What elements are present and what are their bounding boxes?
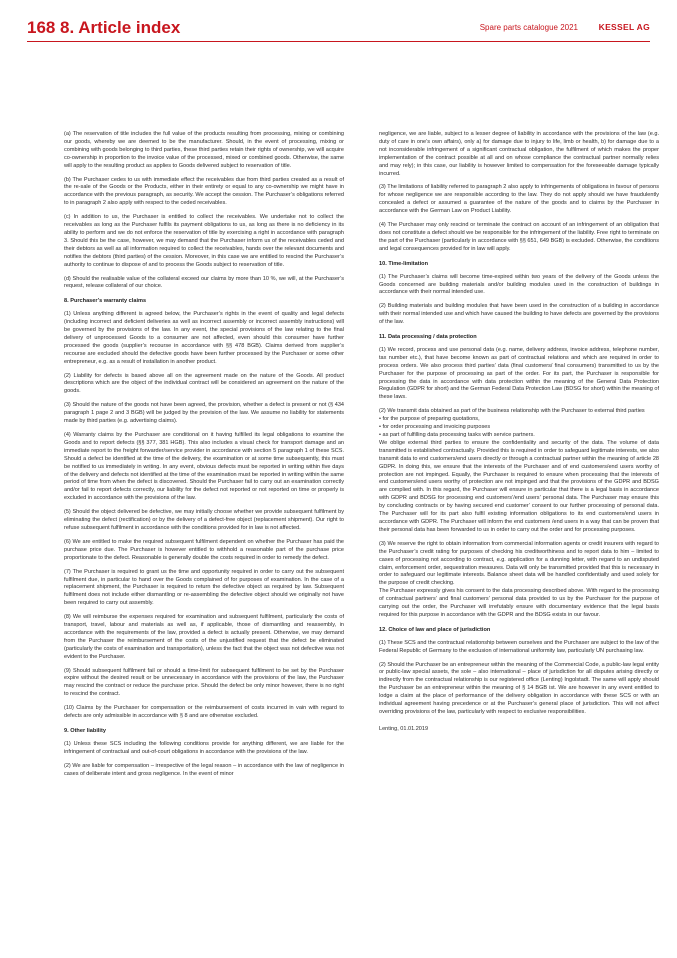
text-paragraph: (a) The reservation of title includes the full value of the products resulting from processing, mixing or combining our goods, whereby we are deemed to be the manufacturer. Should, in the event of processing, mixing or combining with goods belonging to third parties, these third parties retain their rights of ownership, we will acquire co-ownership in proportion to the invoice value of the processed, mixed or combined goods. Otherwise, the same will apply to the resulting product as applies to Goods delivered subject to reservation of title. — [64, 131, 344, 169]
section-heading: 9. Other liability — [64, 728, 106, 734]
text-paragraph: (1) The Purchaser’s claims will become time-expired within two years of the delivery of the Goods unless the Goods concerned are building materials and/or building modules used in the construction of buildings in accordance with their normal intended use. — [379, 273, 659, 296]
brand-name: KESSEL AG — [598, 22, 650, 32]
left-text-column — [64, 131, 344, 785]
text-paragraph: (10) Claims by the Purchaser for compensation or the reimbursement of costs incurred in vain with regard to defects are only admissible in accordance with § 8 and are otherwise excluded. — [64, 705, 344, 720]
text-paragraph: (2) Building materials and building modules that have been used in the construction of a building in accordance with their normal intended use and which have caused the building to have defects are governed by the provisions of the law. — [379, 303, 659, 326]
text-paragraph: (4) Warranty claims by the Purchaser are conditional on it having fulfilled its legal obligations to examine the Goods and to report defects (§§ 377, 381 HGB). This also includes a visual check for transport damage and an immediate report to the freight forwarder/service provider in accordance with section 5 paragraph 1 of these SCS. Should a defect be identified at the time of the delivery, the examination or at some time subsequently, this must be notified to us immediately in writing. In any event, obvious defects must be reported in writing within five days of the delivery and defects not identified at the time of the examination must be reported in writing within the same period of time from when the defect is discovered. Should the Purchaser fail to carry out an examination correctly and/or fail to report defects correctly, our liability for the defect not reported or not reported on time or properly is excluded in accordance with the provisions of the law. — [64, 432, 344, 502]
signature-date: Lenting, 01.01.2019 — [379, 725, 429, 732]
text-paragraph: (1) These SCS and the contractual relationship between ourselves and the Purchaser are subject to the law of the Federal Republic of Germany to the exclusion of international uniformity law, particularly UN purchasing law. — [379, 639, 659, 654]
section-title: 8. Article index — [60, 18, 181, 37]
text-paragraph: (9) Should subsequent fulfilment fail or should a time-limit for subsequent fulfilment to be set by the Purchaser expire without the desired result or be unnecessary in accordance with the provisions of the law, the Purchaser may rescind the contract or reduce the purchase price. Should the defect be only minor however, there is no right to rescind the contract. — [64, 667, 344, 698]
text-paragraph: (c) In addition to us, the Purchaser is entitled to collect the receivables. We undertake not to collect the receivables as long as the Purchaser fulfils its payment obligations to us, as long as there is no deficiency in its ability to perform and we do not enforce the reservation of title by exercising a right in accordance with paragraph 3. Should this be the case, however, we may demand that the Purchaser inform us of the receivables ceded and their debtors as well as all information required to collect the receivables, hands over the relevant documents and notifies the debtors (third parties) of the cession. Moreover, in this case we are entitled to rescind the Purchaser’s authority to continue to dispose of and to process the Goods subject to reservation of title. — [64, 214, 344, 268]
text-paragraph: (b) The Purchaser cedes to us with immediate effect the receivables due from third parties created as a result of the re-sale of the Goods or the Products, either in their entirety or equal to any co-ownership we might have in accordance with the previous paragraph, as security. We accept the cession. The Purchaser’s obligations referred to in paragraph 2 also apply with respect to the ceded receivables. — [64, 176, 344, 207]
text-paragraph: (1) Unless anything different is agreed below, the Purchaser’s rights in the event of quality and legal defects (including incorrect and deficient deliveries as well as incorrect assembly or incorrect assembly instructions) will be governed by the provisions of the law. In any event, the special provisions of the law relating to the final delivery of unprocessed Goods to a consumer are not affected, even should this consumer have further processed the goods (supplier’s recourse in accordance with §§ 478 BGB). Claims derived from supplier’s recourse are excluded should the defective goods have been further processed by the Purchaser or some other entrepreneur, e.g. as a result of installation in another product. — [64, 311, 344, 365]
text-paragraph: (d) Should the realisable value of the collateral exceed our claims by more than 10 %, we will, at the Purchaser’s request, release collateral of our choice. — [64, 275, 344, 290]
text-paragraph: (3) The limitations of liability referred to paragraph 2 also apply to infringements of obligations in favour of persons for whose negligence we are responsible according to the law. They do not apply should we have fraudulently concealed a defect or assumed a guarantee of the nature of the goods and to claims by the Purchaser in accordance with the German Law on Product Liability. — [379, 184, 659, 215]
text-paragraph: negligence, we are liable, subject to a lesser degree of liability in accordance with the provisions of the law (e.g. duty of care in one’s own affairs), only a) for damage due to injury to life, limb or health, b) for damage due to a not inconsiderable infringement of a significant contractual obligation, the fulfilment of which makes the proper implementation of the contract possible at all and on whose compliance the contractual partner normally relies and may rely); in this case, our liability is however limited to compensation for the foreseeable damage typically incurred. — [379, 131, 659, 177]
section-heading: 12. Choice of law and place of jurisdiction — [379, 626, 491, 633]
text-paragraph: (3) Should the nature of the goods not have been agreed, the provision, whether a defect is present or not (§ 434 paragraph 1 page 2 and 3 BGB) will be judged by the provision of the law. We assume no liability for statements made by third parties (e.g. advertising claims). — [64, 402, 344, 425]
text-paragraph: (3) We reserve the right to obtain information from commercial information agents or credit insurers with regard to the Purchaser’s credit rating for purposes of checking his creditworthiness and to report data to him – limited to cases of processing not according to contract, e.g. application for a dunning letter, with regard to an undisputed claim, enforcement order, sequestration measures. Data will only be transmitted provided that this is necessary in order to safeguard our legitimate interests. Balance sheet data will be handled confidentially and used solely for the purpose of credit checking. The Purchaser expressly gives his consent to the data processing described above. With regard to the processing of contractual partners’ and final customers’ personal data provided to us by the Purchaser for the purpose of carrying out the order, the Purchaser will irrefutably ensure with documentary evidence that the legal basis required for this purpose in accordance with the GDPR and the BDSG exists in our favour. — [379, 540, 659, 618]
text-paragraph: (2) We transmit data obtained as part of the business relationship with the Purchaser to external third parties • for the purpose of preparing quotations, • for order processing and invoicing purposes • as part of fulfilling data processing tasks with service partners. We oblige external third parties to ensure the confidentiality and security of the data. The volume of data transmitted is established contractually. Provided this is required in order to safeguard legitimate interests, we also transmit data to end customers/end users directly or through a contractual partner within the meaning of article 28 GDPR. In doing this, we ensure that the interests of the Purchaser and of end customers/end users worthy of protection are not impinged. Equally, the Purchaser is required to ensure when processing that the interests of end customers/end users worthy of protection are not impinged and that the provisions of the GDPR and BDSG are complied with. In this regard, the Purchaser will ensure in particular that there is a legal basis in accordance with GDPR and BDSG for processing end customers’/end users’ personal data. The Purchaser may ensure this by concluding contracts or by having secured end customer’ consent to our further processing of personal data. The Purchaser will for its part also fulfil existing information obligations to its end customers/end users in accordance with GDPR. The Purchaser will inform the end customers /end users in a way that can be proven that their personal data has been forwarded to us in order to carry out the order and for processing purposes. — [379, 408, 659, 533]
section-heading: 11. Data processing / data protection — [379, 334, 477, 341]
text-paragraph: (2) Should the Purchaser be an entrepreneur within the meaning of the Commercial Code, a public-law legal entity or public-law special assets, the sole – also international – place of jurisdiction for all disputes arising directly or indirectly from the contractual relationship is our registered office (Lenting) Ingolstadt. The same will apply should the Purchaser be an entrepreneur within the meaning of § 14 BGB ist. We are however in any event entitled to lodge a claim at the place of performance of the delivery obligation in accordance with these SCS or with an individual agreement having precedence or at the Purchaser’s general place of jurisdiction. This will not affect overriding provisions of the law, particularly with respect to exclusive responsibilities. — [379, 661, 659, 715]
page-number: 168 — [27, 18, 56, 37]
text-paragraph: (1) We record, process and use personal data (e.g. name, delivery address, invoice address, telephone number, tax number etc.), that have become known as part of contractual relations and which are required in order to process orders. We also process third parties’ data (final customers/ final consumers) transmitted to us by the Purchaser for the purpose of processing as part of the order. For its part, the Purchaser is responsible for processing the data in accordance with data protection within the meaning of the General Data Protection Regulation (GDPR for short) and the German Federal Data Protection Law (BDSG for short) within the meaning of these laws. — [379, 346, 659, 401]
text-paragraph: (2) Liability for defects is based above all on the agreement made on the nature of the Goods. All product descriptions which are the object of the individual contract will be considered an agreement on the nature of the goods. — [64, 372, 344, 395]
text-paragraph: (2) We are liable for compensation – irrespective of the legal reason – in accordance with the law of negligence in cases of deliberate intent and gross negligence. In the event of minor — [64, 762, 344, 777]
catalogue-label: Spare parts catalogue 2021 — [479, 23, 578, 32]
text-paragraph: (4) The Purchaser may only rescind or terminate the contract on account of an infringement of an obligation that does not constitute a defect should we be responsible for the infringement of the liability. Free right to terminate on the part of the Purchaser (particularly in accordance with §§ 651, 649 BGB) is excluded. Otherwise, the conditions and legal consequences provided for in law will apply. — [379, 222, 659, 252]
section-heading: 8. Purchaser’s warranty claims — [64, 298, 147, 305]
text-paragraph: (8) We will reimburse the expenses required for examination and subsequent fulfilment, particularly the costs of transport, travel, labour and materials as well as, if applicable, those of dismantling and reassembly, in accordance with the requirements of the law, provided a defect is actually present. Otherwise, we may demand from the Purchaser the reimbursement of the costs of the unjustified request that the defect be eliminated (particularly the costs of examination and transportation), unless the fact that the object was not defective was not evident to the Purchaser. — [64, 614, 344, 660]
section-heading: 10. Time-limitation — [379, 260, 429, 267]
header-divider — [27, 41, 650, 42]
text-paragraph: (5) Should the object delivered be defective, we may initially choose whether we provide subsequent fulfilment by eliminating the defect (rectification) or by the delivery of a defect-free object (replacement shipment). Our right to refuse subsequent fulfilment in accordance with the conditions provided for in law is not affected. — [64, 509, 344, 531]
text-paragraph: (6) We are entitled to make the required subsequent fulfilment dependent on whether the Purchaser has paid the purchase price due. The Purchaser is however entitled to withhold a reasonable part of the purchase price proportionate to the defect. Reasonable is generally double the costs required in order to remedy the defect. — [64, 538, 344, 561]
text-paragraph: (1) Unless these SCS including the following conditions provide for anything different, we are liable for the infringement of contractual and out-of-court obligations in accordance with the provisions of the law. — [64, 740, 344, 755]
page-header — [0, 0, 677, 52]
right-text-column — [379, 131, 659, 734]
text-paragraph: (7) The Purchaser is required to grant us the time and opportunity required in order to carry out the subsequent fulfilment due, in particular to hand over the Goods complained of for purposes of examination. In the case of a replacement shipment, the Purchaser is required to return the defective object as required by law. Subsequent fulfilment does not include either dismantling or re-assembling the defective object should we originally not have been required to carry out assembly. — [64, 568, 344, 607]
